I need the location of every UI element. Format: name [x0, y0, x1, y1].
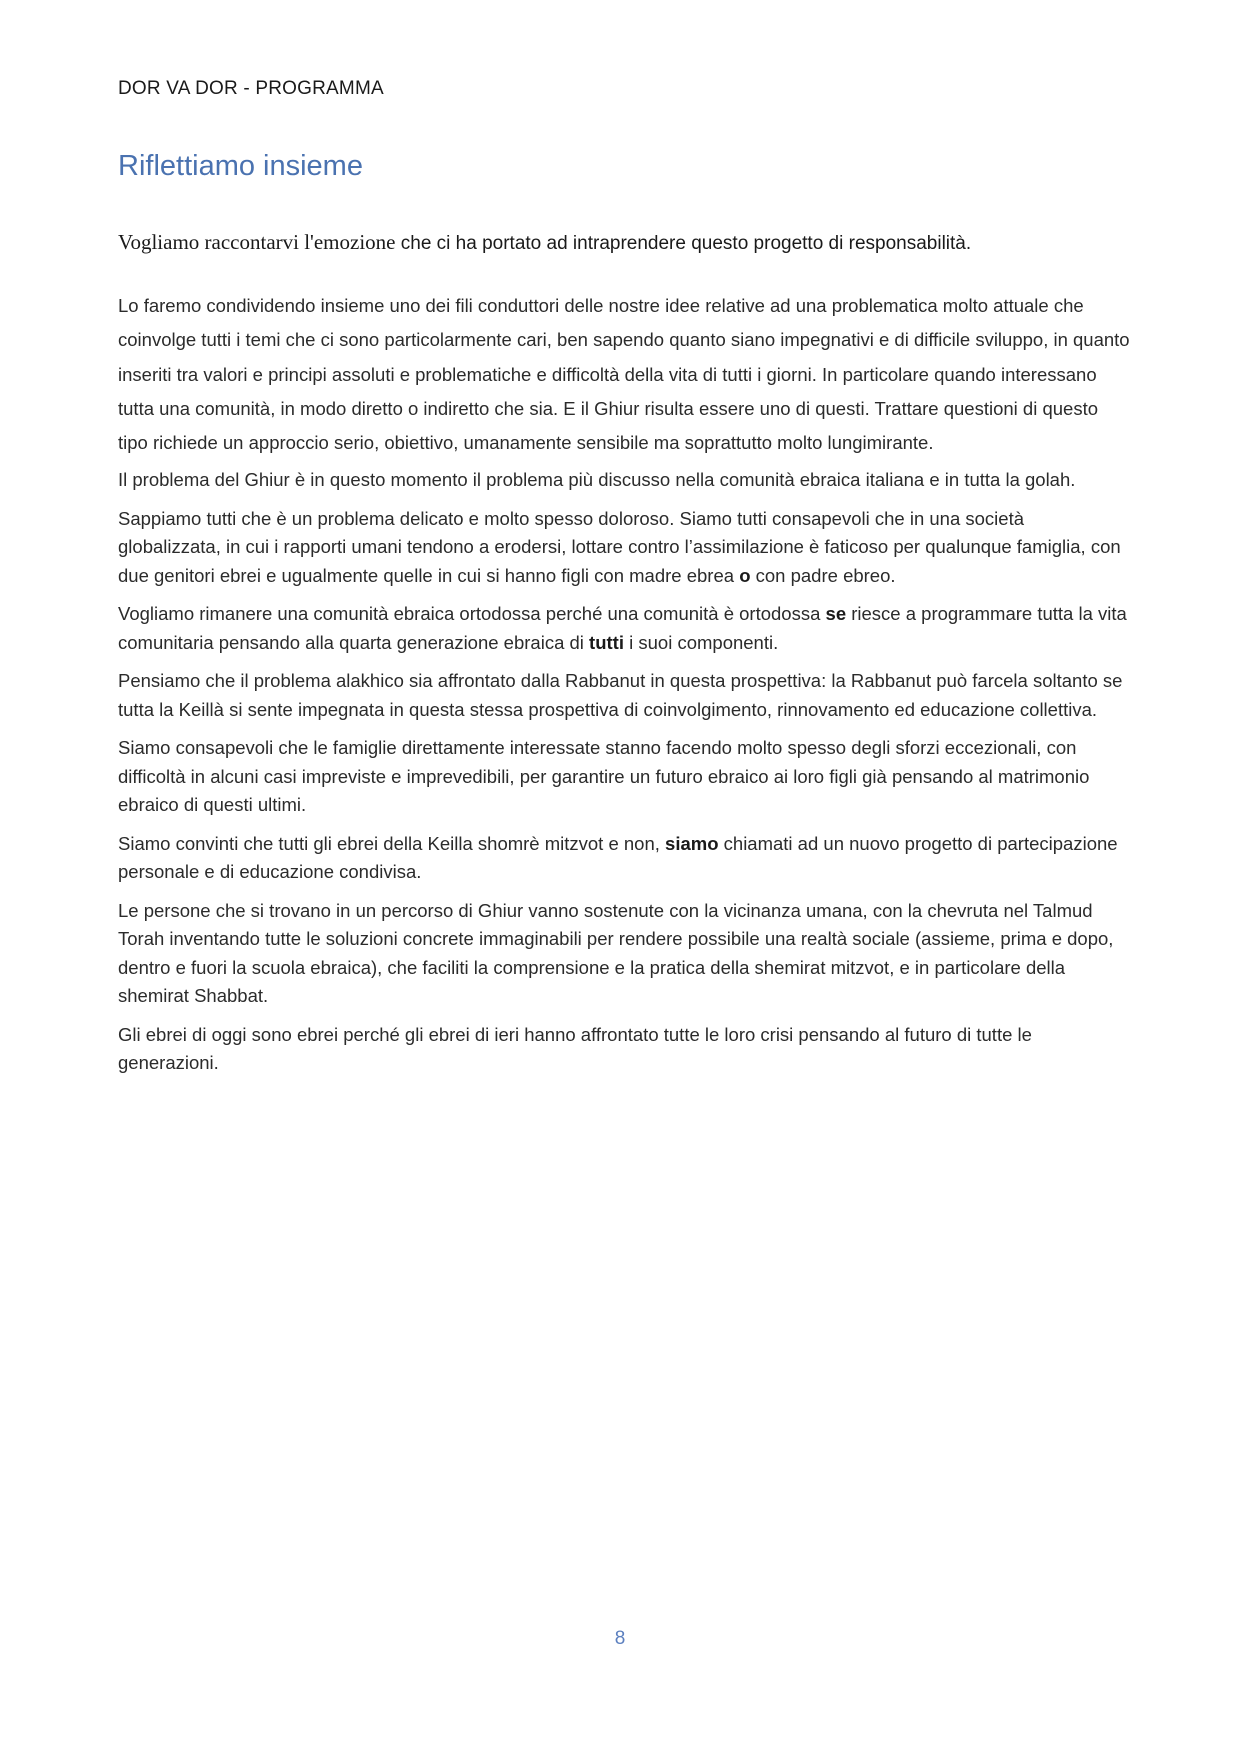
body-text	[118, 289, 1130, 1088]
paragraph-7-text-a: Siamo convinti che tutti gli ebrei della Keilla shomrè mitzvot e non,	[118, 832, 666, 854]
paragraph-4-text-e: i suoi componenti.	[623, 631, 779, 653]
paragraph-7-bold-siamo: siamo	[665, 832, 719, 854]
paragraph-1: Lo faremo condividendo insieme uno dei fili conduttori delle nostre idee relative ad una problematica molto attuale che coinvolge tutti i temi che ci sono particolarmente cari, ben sapendo quanto siano impegnativi e di difficile sviluppo, in quanto inseriti tra valori e principi assoluti e problematiche e difficoltà della vita di tutti i giorni. In particolare quando interessano tutta una comunità, in modo diretto o indiretto che sia. E il Ghiur risulta essere uno di questi. Trattare questioni di questo tipo richiede un approccio serio, obiettivo, umanamente sensibile ma soprattutto molto lungimirante.	[118, 295, 1130, 454]
paragraph-3	[118, 505, 1130, 591]
intro-serif-text: Vogliamo raccontarvi l'emozione	[118, 230, 396, 254]
paragraph-4-bold-tutti: tutti	[589, 631, 624, 653]
intro-line	[118, 228, 1128, 258]
paragraph-7	[118, 830, 1130, 887]
paragraph-7-text-c: chiamati ad un nuovo progetto di partecipazione personale e di educazione condivisa.	[118, 832, 1118, 883]
running-header: DOR VA DOR - PROGRAMMA	[118, 78, 384, 99]
page-number: 8	[614, 1628, 626, 1649]
paragraph-4	[118, 600, 1130, 657]
paragraph-4-text-a: Vogliamo rimanere una comunità ebraica ortodossa perché una comunità è ortodossa	[118, 603, 826, 625]
paragraph-3-bold-o: o	[739, 564, 751, 586]
section-title: Riflettiamo insieme	[118, 150, 363, 182]
paragraph-6: Siamo consapevoli che le famiglie direttamente interessate stanno facendo molto spesso degli sforzi eccezionali, con difficoltà in alcuni casi impreviste e imprevedibili, per garantire un futuro ebraico ai loro figli già pensando al matrimonio ebraico di questi ultimi.	[118, 737, 1090, 816]
paragraph-3-text-a: Sappiamo tutti che è un problema delicato e molto spesso doloroso. Siamo tutti consapevoli che in una società globalizzata, in cui i rapporti umani tendono a erodersi, lottare contro l’assimilazione è faticoso per qualunque famiglia, con due genitori ebrei e ugualmente quelle in cui si hanno figli con madre ebrea	[118, 507, 1121, 586]
paragraph-4-text-c: riesce a programmare tutta la vita comunitaria pensando alla quarta generazione ebraica di	[118, 603, 1127, 653]
paragraph-2: Il problema del Ghiur è in questo momento il problema più discusso nella comunità ebraica italiana e in tutta la golah.	[118, 469, 1076, 491]
paragraph-4-bold-se: se	[825, 603, 847, 625]
paragraph-8: Le persone che si trovano in un percorso di Ghiur vanno sostenute con la vicinanza umana, con la chevruta nel Talmud Torah inventando tutte le soluzioni concrete immaginabili per rendere possibile una realtà sociale (assieme, prima e dopo, dentro e fuori la scuola ebraica), che faciliti la comprensione e la pratica della shemirat mitzvot, e in particolare della shemirat Shabbat.	[118, 899, 1114, 1007]
paragraph-3-text-c: con padre ebreo.	[750, 564, 896, 586]
intro-sans-text: che ci ha portato ad intraprendere questo progetto di responsabilità.	[395, 233, 972, 254]
paragraph-5: Pensiamo che il problema alakhico sia affrontato dalla Rabbanut in questa prospettiva: la Rabbanut può farcela soltanto se tutta la Keillà si sente impegnata in questa stessa prospettiva di coinvolgimento, rinnovamento ed educazione collettiva.	[118, 670, 1123, 720]
paragraph-9: Gli ebrei di oggi sono ebrei perché gli ebrei di ieri hanno affrontato tutte le loro crisi pensando al futuro di tutte le generazioni.	[118, 1023, 1032, 1074]
